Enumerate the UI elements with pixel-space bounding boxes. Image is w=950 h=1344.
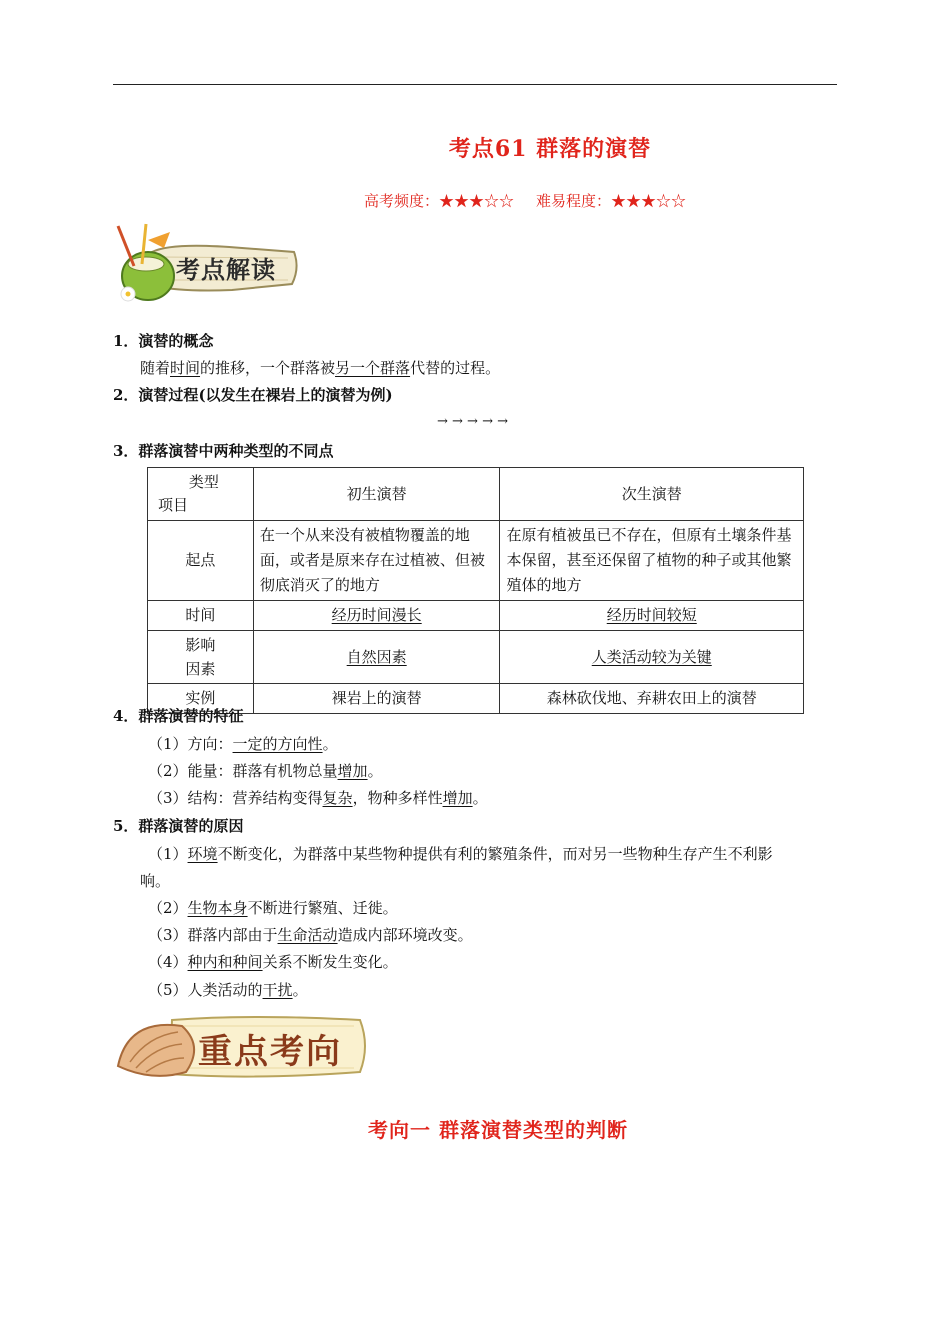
section-subtitle: 考向一 群落演替类型的判断 [368, 1118, 628, 1142]
text: 。 [292, 981, 308, 999]
cell-primary [253, 631, 500, 684]
text: （4） [148, 953, 188, 971]
badge-zhongdian-kaoxiang [112, 1010, 372, 1082]
cell-text: 影响因素 [185, 636, 216, 678]
header-rule [113, 84, 837, 85]
list-item [148, 760, 383, 781]
keyword: 一定的方向性 [232, 735, 323, 753]
table-row [148, 601, 804, 631]
text: （2） [148, 899, 188, 917]
keyword: 增加 [337, 762, 368, 780]
row-label: 起点 [148, 521, 254, 601]
table-row [148, 521, 804, 601]
keyword: 生物本身 [187, 899, 248, 917]
text: （3）群落内部由于 [148, 926, 278, 944]
list-item [148, 924, 473, 945]
text: （3）结构：营养结构变得 [148, 789, 323, 807]
keyword: 增加 [442, 789, 473, 807]
section-4-heading: 4．群落演替的特征 [113, 707, 244, 725]
cell-text: 自然因素 [346, 647, 407, 666]
list-item-continuation: 响。 [140, 872, 171, 890]
header-item: 项目 [158, 496, 189, 514]
cell-secondary: 森林砍伐地、弃耕农田上的演替 [500, 684, 804, 714]
list-item [148, 787, 488, 808]
section-1-heading: 1．演替的概念 [113, 332, 214, 350]
header-primary: 初生演替 [253, 468, 500, 521]
text: （1） [148, 845, 188, 863]
row-label [148, 631, 254, 684]
frequency-label: 高考频度：★★★☆☆ [363, 192, 514, 210]
text: 不断进行繁殖、迁徙。 [247, 899, 398, 917]
text: 代替的过程。 [410, 359, 501, 377]
section-1-text [140, 357, 500, 378]
succession-arrows: → → → → → [437, 414, 508, 429]
table-row [148, 631, 804, 684]
cell-primary: 裸岩上的演替 [253, 684, 500, 714]
cell-text: 经历时间漫长 [331, 606, 422, 624]
keyword: 时间 [170, 359, 201, 377]
cell-secondary [500, 601, 804, 631]
difficulty-label: 难易程度：★★★☆☆ [536, 192, 687, 210]
text: （5）人类活动的 [148, 981, 263, 999]
table-row [148, 684, 804, 714]
diagonal-header-cell [148, 468, 254, 521]
text: 不断变化，为群落中某些物种提供有利的繁殖条件，而对另一些物种生存产生不利影 [217, 845, 773, 863]
keyword: 种内和种间 [187, 953, 263, 971]
text: 。 [367, 762, 383, 780]
page-title: 考点61 群落的演替 [448, 136, 652, 162]
cell-secondary: 在原有植被虽已不存在，但原有土壤条件基本保留，甚至还保留了植物的种子或其他繁殖体的地方 [500, 521, 804, 601]
text: 随着 [140, 359, 171, 377]
text: （1）方向： [148, 735, 233, 753]
row-label: 时间 [148, 601, 254, 631]
cell-text: 人类活动较为关键 [591, 647, 712, 666]
list-item [148, 979, 308, 1000]
text: 。 [322, 735, 338, 753]
list-item [148, 897, 398, 918]
section-5-heading: 5．群落演替的原因 [113, 817, 244, 835]
list-item [148, 951, 398, 972]
keyword: 生命活动 [277, 926, 338, 944]
cell-primary [253, 601, 500, 631]
keyword: 复杂 [322, 789, 353, 807]
list-item [148, 843, 773, 864]
row-label: 实例 [148, 684, 254, 714]
section-2-heading: 2．演替过程(以发生在裸岩上的演替为例) [113, 386, 393, 404]
keyword: 另一个群落 [335, 359, 411, 377]
comparison-table [147, 467, 804, 714]
section-3-heading: 3．群落演替中两种类型的不同点 [113, 442, 334, 460]
header-secondary: 次生演替 [500, 468, 804, 521]
text: 关系不断发生变化。 [262, 953, 398, 971]
header-type: 类型 [188, 473, 219, 491]
badge-label: 考点解读 [176, 256, 276, 284]
cell-secondary [500, 631, 804, 684]
text: ，物种多样性 [352, 789, 443, 807]
text: （2）能量：群落有机物总量 [148, 762, 338, 780]
keyword: 干扰 [262, 981, 293, 999]
table-row [148, 468, 804, 521]
badge-kaodian-jiedu [112, 222, 302, 304]
text: 。 [472, 789, 488, 807]
list-item [148, 733, 338, 754]
keyword: 环境 [187, 845, 218, 863]
badge-label: 重点考向 [198, 1032, 342, 1072]
cell-primary: 在一个从来没有被植物覆盖的地面，或者是原来存在过植被、但被彻底消灭了的地方 [253, 521, 500, 601]
text: 的推移，一个群落被 [200, 359, 336, 377]
frequency-line [0, 190, 950, 211]
text: 造成内部环境改变。 [337, 926, 473, 944]
cell-text: 经历时间较短 [606, 606, 697, 624]
